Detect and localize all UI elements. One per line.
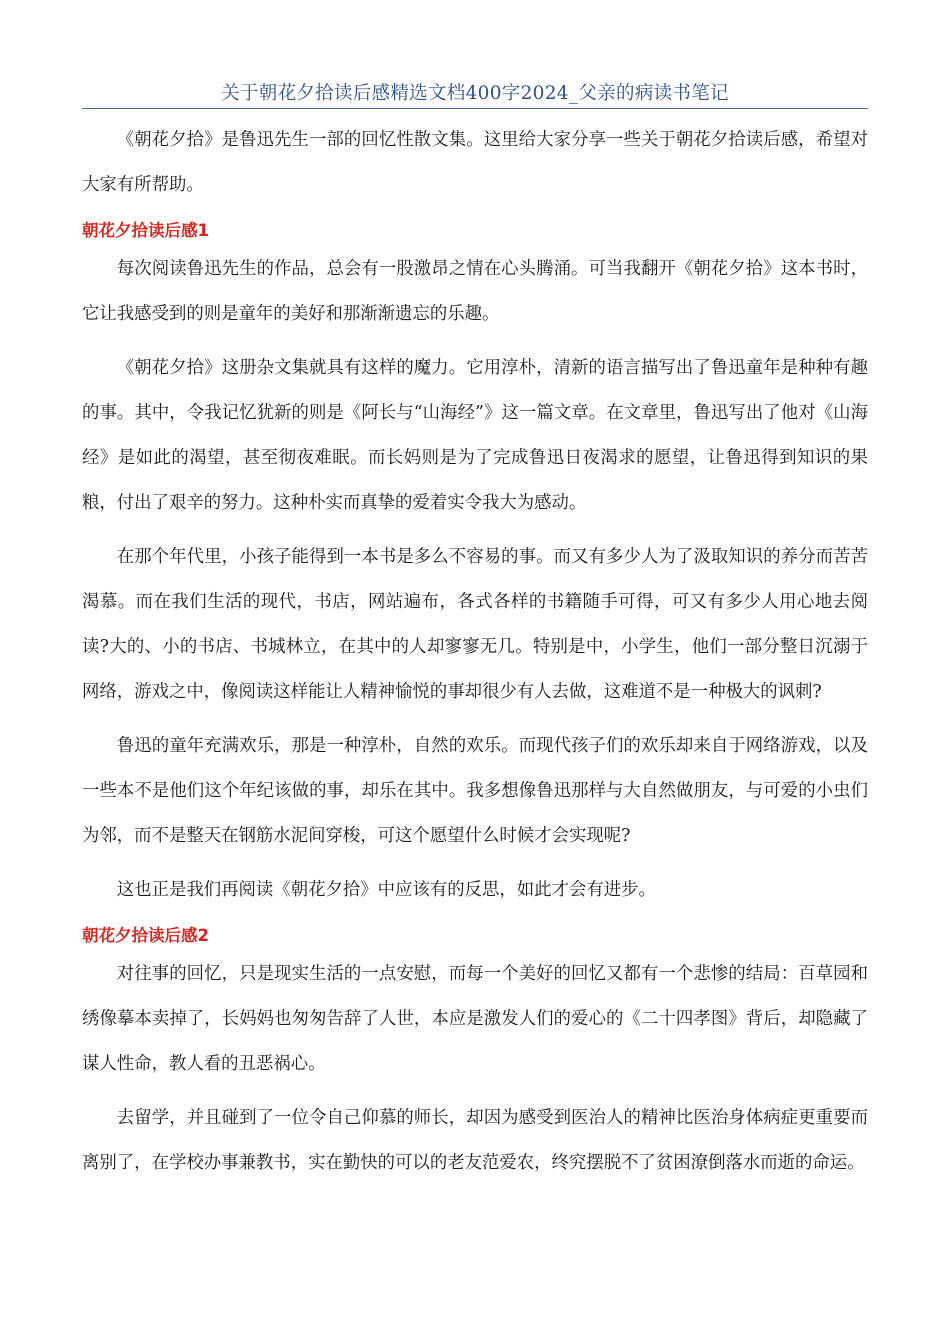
section-2-paragraph-1: 对往事的回忆，只是现实生活的一点安慰，而每一个美好的回忆又都有一个悲惨的结局：百草园和绣像摹本卖掉了，长妈妈也匆匆告辞了人世，本应是激发人们的爱心的《二十四孝图》背后，却隐藏了谋人性命，教人看的丑恶祸心。 <box>82 964 868 1074</box>
document-body <box>82 118 868 1195</box>
intro-paragraph: 《朝花夕拾》是鲁迅先生一部的回忆性散文集。这里给大家分享一些关于朝花夕拾读后感，希望对大家有所帮助。 <box>82 130 868 195</box>
section-1-paragraph-2: 《朝花夕拾》这册杂文集就具有这样的魔力。它用淳朴，清新的语言描写出了鲁迅童年是种种有趣的事。其中，令我记忆犹新的则是《阿长与“山海经”》这一篇文章。在文章里，鲁迅写出了他对《山海经》是如此的渴望，甚至彻夜难眠。而长妈则是为了完成鲁迅日夜渴求的愿望，让鲁迅得到知识的果粮，付出了艰辛的努力。这种朴实而真挚的爱着实令我大为感动。 <box>82 358 868 513</box>
section-title-2: 朝花夕拾读后感2 <box>82 926 209 945</box>
document-header <box>82 82 868 109</box>
header-title: 关于朝花夕拾读后感精选文档400字2024_父亲的病读书笔记 <box>221 83 729 104</box>
section-1-paragraph-3: 在那个年代里，小孩子能得到一本书是多么不容易的事。而又有多少人为了汲取知识的养分而苦苦渴慕。而在我们生活的现代，书店，网站遍布，各式各样的书籍随手可得，可又有多少人用心地去阅读?大的、小的书店、书城林立，在其中的人却寥寥无几。特别是中，小学生，他们一部分整日沉溺于网络，游戏之中，像阅读这样能让人精神愉悦的事却很少有人去做，这难道不是一种极大的讽刺? <box>82 547 868 702</box>
section-1-paragraph-1: 每次阅读鲁迅先生的作品，总会有一股激昂之情在心头腾涌。可当我翻开《朝花夕拾》这本书时，它让我感受到的则是童年的美好和那渐渐遗忘的乐趣。 <box>82 259 868 324</box>
section-2-paragraph-2: 去留学，并且碰到了一位令自己仰慕的师长，却因为感受到医治人的精神比医治身体病症更重要而离别了，在学校办事兼教书，实在勤快的可以的老友范爱农，终究摆脱不了贫困潦倒落水而逝的命运。 <box>82 1108 868 1173</box>
section-1-paragraph-5: 这也正是我们再阅读《朝花夕拾》中应该有的反思，如此才会有进步。 <box>116 880 656 900</box>
section-1-paragraph-4: 鲁迅的童年充满欢乐，那是一种淳朴，自然的欢乐。而现代孩子们的欢乐却来自于网络游戏，以及一些本不是他们这个年纪该做的事，却乐在其中。我多想像鲁迅那样与大自然做朋友，与可爱的小虫们为邻，而不是整天在钢筋水泥间穿梭，可这个愿望什么时候才会实现呢? <box>82 736 868 846</box>
section-title-1: 朝花夕拾读后感1 <box>82 221 209 240</box>
